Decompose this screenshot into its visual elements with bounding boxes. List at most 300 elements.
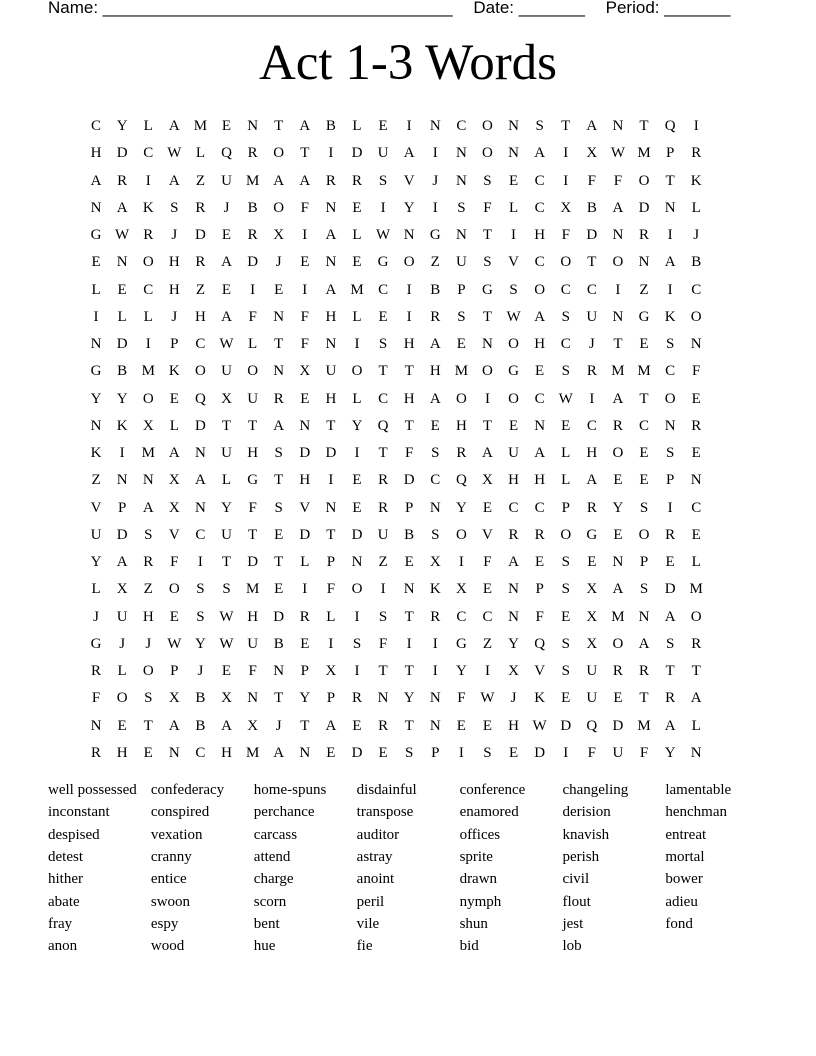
grid-letter: U xyxy=(612,744,624,761)
grid-letter: N xyxy=(273,308,285,325)
grid-letter: E xyxy=(482,499,493,516)
grid-letter: I xyxy=(328,472,334,489)
grid-letter: B xyxy=(404,526,415,543)
grid-letter: E xyxy=(639,336,649,353)
grid-letter: P xyxy=(665,472,675,489)
word-list-item: changeling xyxy=(562,782,629,798)
grid-letter: H xyxy=(586,445,598,462)
grid-letter: L xyxy=(91,281,101,298)
grid-letter: N xyxy=(508,118,519,135)
grid-letter: N xyxy=(351,554,363,571)
grid-letter: N xyxy=(325,499,337,516)
grid-letter: X xyxy=(221,690,232,707)
grid-letter: X xyxy=(273,227,285,244)
grid-letter: E xyxy=(613,472,623,489)
grid-letter: B xyxy=(325,118,336,135)
grid-letter: J xyxy=(588,336,595,353)
word-list-item: despised xyxy=(48,826,100,843)
grid-letter: P xyxy=(326,690,336,707)
grid-letter: D xyxy=(247,254,259,271)
word-list-item: home-spuns xyxy=(253,782,327,798)
grid-letter: N xyxy=(455,227,467,244)
grid-letter: E xyxy=(561,608,571,625)
grid-letter: V xyxy=(508,254,519,271)
grid-letter: A xyxy=(664,717,676,734)
grid-letter: H xyxy=(534,227,546,244)
grid-letter: T xyxy=(613,336,623,353)
grid-letter: N xyxy=(508,145,519,162)
grid-letter: I xyxy=(693,118,699,135)
grid-letter: I xyxy=(119,445,125,462)
grid-letter: S xyxy=(665,336,675,353)
grid-letter: B xyxy=(273,635,284,652)
grid-letter: M xyxy=(637,145,651,162)
grid-letter: W xyxy=(219,336,234,353)
grid-letter: T xyxy=(404,608,414,625)
grid-letter: V xyxy=(168,526,180,543)
grid-letter: E xyxy=(378,308,388,325)
word-list-item: auditor xyxy=(356,826,400,843)
word-list-item: drawn xyxy=(459,871,498,888)
grid-letter: R xyxy=(456,445,467,462)
grid-letter: T xyxy=(274,118,284,135)
grid-letter: Y xyxy=(455,499,467,516)
grid-letter: X xyxy=(168,499,180,516)
grid-letter: X xyxy=(560,199,572,216)
grid-letter: T xyxy=(404,417,414,434)
grid-letter: S xyxy=(665,445,675,462)
grid-row xyxy=(83,222,709,249)
grid-letter: S xyxy=(483,254,492,271)
grid-letter: N xyxy=(690,472,702,489)
grid-letter: K xyxy=(168,363,180,380)
grid-letter: I xyxy=(380,199,386,216)
grid-letter: F xyxy=(587,172,596,189)
grid-letter: T xyxy=(378,445,388,462)
grid-letter: M xyxy=(141,445,155,462)
grid-letter: L xyxy=(300,554,310,571)
grid-letter: V xyxy=(534,663,546,680)
grid-letter: A xyxy=(534,145,546,162)
grid-letter: M xyxy=(245,172,260,189)
grid-letter: O xyxy=(638,526,650,543)
grid-letter: I xyxy=(354,663,360,680)
grid-letter: O xyxy=(273,199,285,216)
grid-letter: O xyxy=(142,390,154,407)
grid-letter: G xyxy=(90,227,102,244)
grid-row xyxy=(83,631,709,658)
grid-letter: E xyxy=(352,472,362,489)
grid-letter: O xyxy=(142,254,154,271)
grid-letter: K xyxy=(534,690,546,707)
grid-letter: S xyxy=(378,172,388,189)
grid-letter: U xyxy=(455,254,467,271)
grid-letter: E xyxy=(508,172,519,189)
grid-letter: I xyxy=(145,336,151,353)
grid-letter: D xyxy=(325,445,337,462)
grid-letter: I xyxy=(458,744,464,761)
grid-letter: U xyxy=(221,526,232,543)
grid-letter: J xyxy=(693,227,700,244)
grid-letter: C xyxy=(691,499,702,516)
grid-letter: O xyxy=(455,526,467,543)
page-title: Act 1-3 Words xyxy=(258,35,558,91)
grid-letter: E xyxy=(456,336,466,353)
grid-letter: E xyxy=(456,717,466,734)
grid-letter: Y xyxy=(90,554,102,571)
grid-letter: R xyxy=(612,663,623,680)
grid-letter: E xyxy=(691,526,701,543)
grid-letter: A xyxy=(195,472,206,489)
grid-letter: H xyxy=(168,281,180,298)
grid-letter: O xyxy=(403,254,415,271)
grid-letter: I xyxy=(432,199,438,216)
grid-letter: D xyxy=(351,526,363,543)
grid-letter: J xyxy=(93,608,99,625)
grid-letter: S xyxy=(144,690,153,707)
grid-letter: I xyxy=(484,663,490,680)
grid-letter: B xyxy=(195,690,206,707)
grid-letter: A xyxy=(325,281,337,298)
grid-letter: S xyxy=(196,581,205,598)
grid-letter: L xyxy=(561,472,571,489)
grid-row xyxy=(83,495,709,522)
grid-letter: G xyxy=(455,635,467,652)
grid-letter: T xyxy=(274,336,284,353)
grid-letter: B xyxy=(247,199,258,216)
grid-letter: F xyxy=(639,744,649,761)
grid-letter: W xyxy=(115,227,130,244)
grid-letter: D xyxy=(116,145,128,162)
grid-letter: U xyxy=(221,445,232,462)
grid-letter: U xyxy=(377,526,389,543)
grid-letter: T xyxy=(378,663,388,680)
grid-letter: I xyxy=(328,635,334,652)
grid-letter: M xyxy=(141,363,155,380)
grid-letter: J xyxy=(197,663,204,680)
word-list-item: civil xyxy=(562,871,590,888)
grid-letter: A xyxy=(534,445,546,462)
grid-letter: B xyxy=(691,254,702,271)
grid-letter: A xyxy=(168,717,180,734)
word-list-item: espy xyxy=(150,916,179,933)
grid-letter: R xyxy=(534,526,545,543)
grid-letter: D xyxy=(403,472,415,489)
grid-letter: T xyxy=(639,390,649,407)
grid-letter: L xyxy=(352,308,362,325)
grid-row xyxy=(83,331,709,358)
grid-letter: P xyxy=(170,663,179,680)
grid-letter: S xyxy=(457,199,466,216)
grid-letter: X xyxy=(586,635,598,652)
grid-letter: C xyxy=(143,145,154,162)
grid-letter: J xyxy=(223,199,230,216)
grid-letter: E xyxy=(274,581,284,598)
grid-letter: I xyxy=(302,281,308,298)
word-list-item: scorn xyxy=(253,893,287,910)
grid-row xyxy=(83,576,709,603)
grid-letter: O xyxy=(482,145,493,162)
grid-letter: S xyxy=(483,744,492,761)
grid-letter: R xyxy=(378,472,389,489)
grid-letter: Q xyxy=(455,472,467,489)
grid-letter: P xyxy=(117,499,127,516)
grid-letter: L xyxy=(352,118,362,135)
grid-letter: I xyxy=(197,554,203,571)
grid-letter: O xyxy=(612,635,624,652)
grid-letter: X xyxy=(168,690,180,707)
grid-letter: U xyxy=(221,363,232,380)
grid-letter: D xyxy=(299,526,311,543)
grid-letter: H xyxy=(221,744,232,761)
grid-letter: U xyxy=(247,390,259,407)
word-list-item: offices xyxy=(459,826,501,843)
word-list-item: charge xyxy=(253,871,294,888)
grid-letter: N xyxy=(273,663,285,680)
grid-letter: T xyxy=(326,526,336,543)
grid-letter: U xyxy=(586,663,598,680)
grid-letter: J xyxy=(171,308,178,325)
grid-letter: A xyxy=(142,499,154,516)
grid-letter: N xyxy=(664,417,676,434)
grid-letter: S xyxy=(222,581,231,598)
grid-letter: N xyxy=(429,499,441,516)
grid-letter: I xyxy=(406,308,412,325)
grid-letter: N xyxy=(508,608,519,625)
grid-letter: A xyxy=(429,336,441,353)
grid-letter: N xyxy=(247,690,259,707)
grid-letter: M xyxy=(689,581,703,598)
grid-letter: L xyxy=(352,227,362,244)
grid-letter: G xyxy=(586,526,598,543)
grid-letter: T xyxy=(143,717,153,734)
grid-letter: X xyxy=(586,581,598,598)
grid-letter: A xyxy=(403,145,415,162)
grid-letter: U xyxy=(325,363,337,380)
grid-letter: W xyxy=(167,635,182,652)
grid-letter: A xyxy=(116,554,128,571)
word-list-item: disdainful xyxy=(356,782,417,798)
word-list-item: knavish xyxy=(562,826,610,843)
grid-letter: A xyxy=(664,608,676,625)
grid-letter: I xyxy=(93,308,99,325)
grid-letter: Y xyxy=(90,390,102,407)
grid-letter: L xyxy=(352,390,362,407)
grid-letter: F xyxy=(587,744,596,761)
grid-letter: U xyxy=(377,145,389,162)
grid-letter: S xyxy=(431,445,440,462)
grid-letter: R xyxy=(665,526,676,543)
grid-letter: T xyxy=(378,363,388,380)
grid-letter: I xyxy=(667,281,673,298)
grid-letter: P xyxy=(170,336,179,353)
grid-letter: T xyxy=(326,417,336,434)
grid-letter: G xyxy=(377,254,389,271)
grid-letter: W xyxy=(558,390,573,407)
grid-letter: S xyxy=(535,118,544,135)
grid-letter: E xyxy=(352,254,362,271)
grid-letter: Y xyxy=(116,118,128,135)
grid-letter: I xyxy=(667,227,673,244)
word-list-item: abate xyxy=(48,893,80,910)
grid-letter: O xyxy=(482,118,493,135)
grid-letter: M xyxy=(245,581,260,598)
grid-letter: L xyxy=(248,336,258,353)
grid-letter: I xyxy=(250,281,256,298)
grid-letter: O xyxy=(560,254,572,271)
grid-letter: R xyxy=(143,554,154,571)
word-list xyxy=(48,779,768,958)
grid-letter: I xyxy=(432,635,438,652)
grid-letter: I xyxy=(563,145,569,162)
grid-letter: Y xyxy=(455,663,467,680)
grid-letter: X xyxy=(116,581,128,598)
grid-letter: C xyxy=(534,499,545,516)
grid-letter: E xyxy=(639,472,649,489)
grid-letter: L xyxy=(508,199,519,216)
grid-letter: O xyxy=(664,390,676,407)
grid-letter: G xyxy=(429,227,441,244)
grid-letter: Y xyxy=(351,417,363,434)
grid-letter: P xyxy=(300,663,309,680)
grid-letter: L xyxy=(691,717,701,734)
grid-letter: A xyxy=(612,199,624,216)
grid-letter: T xyxy=(639,690,649,707)
grid-letter: R xyxy=(325,172,336,189)
grid-letter: E xyxy=(352,199,362,216)
grid-letter: N xyxy=(142,472,154,489)
grid-letter: X xyxy=(586,145,598,162)
grid-letter: N xyxy=(534,417,546,434)
grid-letter: C xyxy=(560,281,571,298)
grid-letter: A xyxy=(325,227,337,244)
grid-row xyxy=(83,386,709,413)
grid-letter: F xyxy=(483,199,492,216)
grid-letter: O xyxy=(690,308,702,325)
grid-letter: L xyxy=(143,308,153,325)
grid-letter: H xyxy=(534,336,546,353)
grid-letter: R xyxy=(508,526,519,543)
word-column xyxy=(48,779,151,958)
grid-letter: O xyxy=(247,363,259,380)
grid-letter: M xyxy=(611,363,625,380)
grid-letter: D xyxy=(351,744,363,761)
grid-letter: E xyxy=(300,254,310,271)
grid-letter: I xyxy=(354,608,360,625)
grid-letter: N xyxy=(90,717,102,734)
grid-letter: P xyxy=(457,281,466,298)
grid-letter: T xyxy=(482,308,493,325)
word-list-item: attend xyxy=(253,849,291,866)
grid-letter: Q xyxy=(664,118,676,135)
grid-letter: A xyxy=(586,118,598,135)
grid-letter: R xyxy=(273,390,284,407)
grid-letter: S xyxy=(561,363,570,380)
grid-letter: I xyxy=(563,172,569,189)
grid-letter: Z xyxy=(639,281,649,298)
grid-row xyxy=(83,249,709,276)
grid-letter: S xyxy=(457,308,466,325)
word-list-item: carcass xyxy=(253,826,298,843)
word-list-item: derision xyxy=(562,804,611,821)
grid-letter: H xyxy=(299,472,311,489)
grid-letter: T xyxy=(300,717,310,734)
grid-letter: P xyxy=(561,499,570,516)
grid-letter: M xyxy=(611,608,625,625)
grid-letter: F xyxy=(248,663,257,680)
grid-letter: H xyxy=(168,254,180,271)
grid-letter: R xyxy=(665,690,676,707)
word-list-item: vexation xyxy=(150,826,203,843)
grid-letter: D xyxy=(273,608,285,625)
grid-letter: F xyxy=(300,199,309,216)
grid-letter: L xyxy=(691,554,701,571)
name-field-label: Name: _____________________________________ xyxy=(48,0,453,17)
grid-letter: R xyxy=(143,227,154,244)
word-list-item: wood xyxy=(150,938,185,955)
grid-letter: L xyxy=(91,581,101,598)
grid-letter: C xyxy=(534,390,545,407)
grid-row xyxy=(83,277,709,304)
grid-letter: N xyxy=(455,145,467,162)
grid-row xyxy=(83,713,709,740)
grid-row xyxy=(83,113,709,140)
grid-letter: S xyxy=(274,445,283,462)
grid-letter: I xyxy=(406,635,412,652)
grid-letter: F xyxy=(170,554,179,571)
grid-letter: F xyxy=(91,690,101,707)
grid-letter: R xyxy=(691,145,702,162)
grid-letter: V xyxy=(90,499,102,516)
word-list-item: lamentable xyxy=(665,782,732,798)
grid-letter: A xyxy=(299,172,311,189)
grid-letter: N xyxy=(90,336,102,353)
grid-letter: I xyxy=(484,390,490,407)
grid-letter: P xyxy=(405,499,414,516)
grid-letter: S xyxy=(483,172,492,189)
word-list-item: peril xyxy=(356,893,385,910)
grid-letter: K xyxy=(429,581,441,598)
grid-letter: A xyxy=(325,717,337,734)
grid-letter: E xyxy=(300,635,310,652)
grid-letter: E xyxy=(639,445,649,462)
grid-letter: R xyxy=(378,717,389,734)
grid-letter: E xyxy=(221,663,232,680)
grid-letter: G xyxy=(508,363,519,380)
grid-letter: C xyxy=(143,281,154,298)
grid-letter: J xyxy=(145,635,152,652)
grid-letter: S xyxy=(639,581,649,598)
grid-letter: J xyxy=(275,254,282,271)
grid-letter: Z xyxy=(91,472,101,489)
grid-letter: J xyxy=(432,172,439,189)
word-list-item: mortal xyxy=(665,849,705,866)
grid-letter: G xyxy=(247,472,259,489)
grid-letter: P xyxy=(535,581,544,598)
grid-letter: R xyxy=(351,172,362,189)
grid-letter: F xyxy=(535,608,544,625)
grid-letter: S xyxy=(144,526,153,543)
grid-letter: I xyxy=(354,445,360,462)
grid-letter: B xyxy=(117,363,128,380)
grid-letter: N xyxy=(325,199,337,216)
word-list-item: anoint xyxy=(356,871,395,888)
grid-letter: R xyxy=(247,227,258,244)
grid-letter: R xyxy=(247,145,258,162)
grid-letter: E xyxy=(404,554,414,571)
grid-letter: S xyxy=(196,608,205,625)
grid-letter: A xyxy=(612,390,624,407)
